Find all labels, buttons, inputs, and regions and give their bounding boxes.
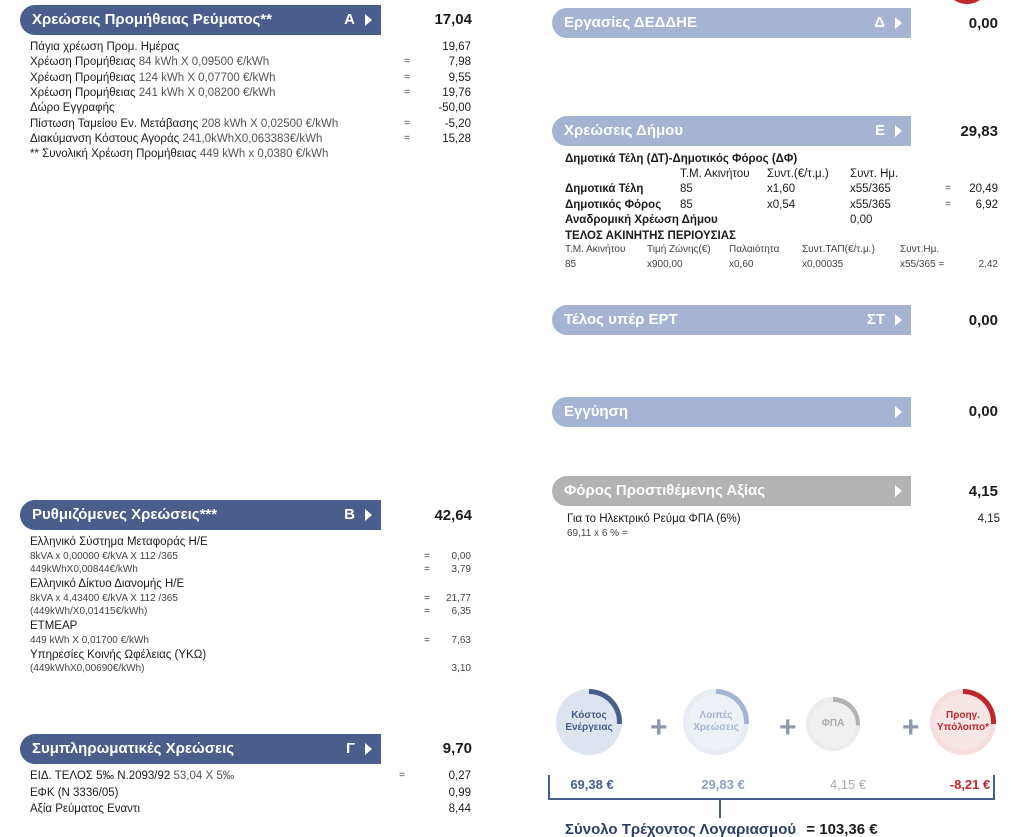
regulated-charge-text: Υπηρεσίες Κοινής Ωφέλειας (ΥΚΩ): [30, 649, 207, 661]
regulated-charge-text: 449kWhX0,00844€/kWh: [30, 564, 138, 575]
equals-sign: =: [399, 770, 405, 781]
tap-val-0: 85: [565, 259, 577, 270]
regulated-charge-text: 8kVA x 4,43400 €/kVA X 112 /365: [30, 593, 178, 604]
municipal-row-rate: x1,60: [767, 183, 796, 195]
regulated-charge-text: (449kWhX0,00690€/kWh): [30, 663, 145, 674]
municipal-row-days: 0,00: [850, 214, 873, 226]
supplementary-charge-label: ΕΦΚ (N 3336/05): [30, 786, 119, 799]
other-charges-donut: [683, 689, 749, 755]
previous-balance-value: -8,21 €: [949, 777, 991, 792]
supplementary-charge-label: Αξία Ρεύματος Εναντι: [30, 803, 141, 815]
supply-charge-amount: 9,55: [448, 71, 471, 84]
section-a-letter: Α: [344, 11, 355, 28]
section-a-header: [20, 5, 381, 35]
tap-val-3: x0,00035: [802, 259, 844, 270]
section-e-total: 29,83: [960, 123, 998, 140]
section-e-title: Χρεώσεις Δήμου: [564, 122, 684, 139]
regulated-charge-amount: 3,10: [451, 663, 471, 674]
supply-charge-label: Χρέωση Προμήθειας: [30, 71, 136, 84]
supply-charge-detail: 124 kWh X 0,07700 €/kWh: [135, 71, 276, 84]
section-st-title: Τέλος υπέρ ΕΡΤ: [564, 311, 678, 328]
supply-charge-row: [30, 117, 338, 131]
supplementary-charge-amount: 0,99: [448, 786, 471, 799]
section-d-total: 0,00: [968, 15, 998, 32]
summary-total: [565, 821, 878, 837]
brand-corner-shape: [944, 0, 990, 4]
supplementary-charge-amount: 0,27: [448, 770, 471, 782]
supplementary-charge-label: ΕΙΔ. ΤΕΛΟΣ 5‰ Ν.2093/92: [30, 770, 171, 782]
vat-header: [552, 476, 911, 506]
supply-charge-row: [30, 55, 269, 69]
municipal-row-label: Δημοτικός Φόρος: [565, 198, 662, 211]
section-st-total: 0,00: [968, 312, 998, 329]
municipal-row-area: 85: [680, 198, 693, 211]
plus-icon: +: [779, 711, 797, 744]
equals-sign: =: [404, 71, 410, 83]
equals-sign: =: [424, 593, 430, 604]
regulated-charge-amount: 0,00: [451, 551, 471, 562]
summary-total-value: = 103,36 €: [806, 821, 878, 837]
tap-val-1: x900,00: [647, 259, 683, 270]
vat-line-2: 69,11 x 6 % =: [567, 528, 628, 539]
municipal-col-days: Συντ. Ημ.: [850, 168, 899, 180]
regulated-charge-text: 449 kWh X 0,01700 €/kWh: [30, 635, 149, 646]
summary-bracket-stem: [719, 800, 721, 818]
section-st-header: [552, 305, 911, 335]
supply-charge-label: Χρέωση Προμήθειας: [30, 56, 136, 69]
triangle-right-icon: [895, 17, 902, 29]
summary-total-label: Σύνολο Τρέχοντος Λογαριασμού: [565, 821, 797, 837]
supplementary-charge-amount: 8,44: [448, 803, 471, 815]
supply-charge-amount: -50,00: [438, 102, 471, 115]
regulated-charge-text: Ελληνικό Σύστημα Μεταφοράς Η/Ε: [30, 536, 208, 548]
regulated-charge-text: 8kVA x 0,00000 €/kVA X 112 /365: [30, 551, 178, 562]
municipal-row-amount: 6,92: [975, 198, 998, 211]
municipal-row-amount: 20,49: [969, 183, 998, 195]
summary-bracket: [548, 775, 995, 800]
supply-charge-amount: 19,76: [442, 86, 471, 99]
supply-charge-detail: 241,0kWhX0,063383€/kWh: [179, 132, 323, 145]
tap-col-4: Συντ.Ημ.: [900, 244, 940, 255]
section-d-header: [552, 8, 911, 38]
vat-value: 4,15 €: [829, 777, 867, 792]
tap-val-4: x55/365 =: [900, 259, 945, 270]
supply-charge-label: Πίστωση Ταμείου Εν. Μετάβασης: [30, 117, 199, 130]
vat-line-1: Για το Ηλεκτρικό Ρεύμα ΦΠΑ (6%): [567, 513, 741, 525]
section-c-total: 9,70: [442, 740, 472, 757]
supply-charge-label: Πάγια χρέωση Προμ. Ημέρας: [30, 41, 180, 53]
previous-balance-donut: [930, 689, 996, 755]
municipal-col-rate: Συντ.(€/τ.μ.): [767, 168, 829, 180]
municipal-col-tm: Τ.Μ. Ακινήτου: [680, 168, 750, 180]
guarantee-title: Εγγύηση: [564, 403, 629, 420]
supply-charge-row: [30, 147, 328, 161]
municipal-row-rate: x0,54: [767, 198, 796, 211]
guarantee-header: [552, 397, 911, 427]
supplementary-charge-row: [30, 786, 118, 800]
section-c-header: [20, 734, 381, 764]
section-e-letter: Ε: [874, 122, 885, 139]
municipal-row-label: Αναδρομική Χρέωση Δήμου: [565, 214, 718, 226]
equals-sign: =: [404, 86, 410, 98]
guarantee-total: 0,00: [968, 403, 998, 420]
section-a-title: Χρεώσεις Προμήθειας Ρεύματος**: [32, 11, 272, 28]
supply-charge-row: [30, 132, 322, 146]
section-e-header: [552, 116, 911, 146]
equals-sign: =: [424, 564, 430, 575]
supplementary-charge-row: [30, 802, 140, 816]
tap-val-2: x0,60: [729, 259, 754, 270]
supply-charge-detail: 241 kWh X 0,08200 €/kWh: [135, 86, 276, 99]
section-a-total: 17,04: [434, 11, 472, 28]
regulated-charge-text: Ελληνικό Δίκτυο Διανομής Η/Ε: [30, 578, 185, 590]
equals-sign: =: [404, 117, 410, 129]
triangle-right-icon: [895, 406, 902, 418]
supply-charge-detail: 208 kWh X 0,02500 €/kWh: [198, 117, 339, 130]
plus-icon: +: [902, 711, 920, 744]
section-b-title: Ρυθμιζόμενες Χρεώσεις***: [32, 506, 218, 523]
supply-charge-label: Δώρο Εγγραφής: [30, 102, 115, 115]
equals-sign: =: [424, 635, 430, 646]
section-st-letter: ΣΤ: [866, 311, 885, 328]
triangle-right-icon: [365, 14, 372, 26]
triangle-right-icon: [895, 314, 902, 326]
section-c-title: Συμπληρωματικές Χρεώσεις: [32, 740, 235, 757]
supply-charge-label: Διακύμανση Κόστους Αγοράς: [30, 132, 180, 145]
supply-charge-row: [30, 101, 115, 115]
municipal-row-label: Δημοτικά Τέλη: [565, 183, 644, 195]
supply-charge-label: ** Συνολική Χρέωση Προμήθειας: [30, 148, 197, 161]
municipal-heading: Δημοτικά Τέλη (ΔΤ)-Δημοτικός Φόρος (ΔΦ): [565, 153, 798, 165]
regulated-charge-amount: 6,35: [451, 606, 471, 617]
supply-charge-amount: -5,20: [444, 117, 471, 130]
tap-col-2: Παλαιότητα: [729, 244, 780, 255]
supply-charge-row: [30, 71, 276, 85]
previous-balance-label: Προηγ. Υπόλοιπο*: [936, 710, 990, 733]
supply-charge-detail: 449 kWh x 0,0380 €/kWh: [196, 148, 329, 161]
supply-charge-amount: 7,98: [448, 56, 471, 69]
supply-charge-label: Χρέωση Προμήθειας: [30, 86, 136, 99]
supply-charge-amount: 19,67: [442, 41, 471, 53]
triangle-right-icon: [895, 125, 902, 137]
plus-icon: +: [650, 711, 668, 744]
other-charges-label: Λοιπές Χρεώσεις: [693, 710, 739, 733]
triangle-right-icon: [895, 485, 902, 497]
section-d-title: Εργασίες ΔΕΔΔΗΕ: [564, 14, 697, 31]
regulated-charge-text: ΕΤΜΕΑΡ: [30, 620, 78, 632]
tap-col-3: Συντ.ΤΑΠ(€/τ.μ.): [802, 244, 875, 255]
tap-col-0: Τ.Μ. Ακινήτου: [565, 244, 626, 255]
equals-sign: =: [424, 551, 430, 562]
municipal-row-area: 85: [680, 183, 693, 195]
equals-sign: =: [945, 183, 951, 194]
vat-donut: [806, 697, 860, 751]
energy-cost-label: Κόστος Ενέργειας: [565, 710, 613, 733]
triangle-right-icon: [365, 509, 372, 521]
equals-sign: =: [404, 56, 410, 68]
regulated-charge-amount: 7,63: [451, 635, 471, 646]
regulated-charge-text: (449kWh/X0,01415€/kWh): [30, 606, 148, 617]
section-b-header: [20, 500, 381, 530]
supplementary-charge-row: [30, 769, 234, 783]
regulated-charge-amount: 3,79: [451, 564, 471, 575]
energy-cost-value: 69,38 €: [570, 777, 614, 792]
municipal-row-days: x55/365: [850, 198, 891, 211]
section-d-letter: Δ: [874, 14, 885, 31]
equals-sign: =: [945, 198, 951, 210]
supply-charge-row: [30, 86, 276, 100]
other-charges-value: 29,83 €: [701, 777, 745, 792]
equals-sign: =: [424, 606, 430, 617]
vat-line-1-amount: 4,15: [977, 513, 1000, 525]
triangle-right-icon: [365, 743, 372, 755]
supply-charge-row: [30, 40, 180, 54]
tap-amount: 2,42: [978, 259, 998, 270]
section-c-letter: Γ: [345, 740, 355, 757]
section-b-total: 42,64: [434, 507, 472, 524]
municipal-row-days: x55/365: [850, 183, 891, 195]
energy-cost-donut: [556, 689, 622, 755]
regulated-charge-amount: 21,77: [445, 593, 471, 604]
section-b-letter: Β: [344, 506, 355, 523]
tap-heading: ΤΕΛΟΣ ΑΚΙΝΗΤΗΣ ΠΕΡΙΟΥΣΙΑΣ: [565, 230, 736, 242]
vat-title: Φόρος Προστιθέμενης Αξίας: [564, 482, 766, 499]
tap-col-1: Τιμή Ζώνης(€): [647, 244, 711, 255]
equals-sign: =: [404, 132, 410, 144]
vat-total: 4,15: [968, 483, 998, 500]
supply-charge-detail: 84 kWh X 0,09500 €/kWh: [135, 56, 270, 69]
supply-charge-amount: 15,28: [442, 132, 471, 145]
supplementary-charge-detail: 53,04 X 5‰: [170, 770, 235, 782]
vat-label: ΦΠΑ: [821, 718, 845, 729]
